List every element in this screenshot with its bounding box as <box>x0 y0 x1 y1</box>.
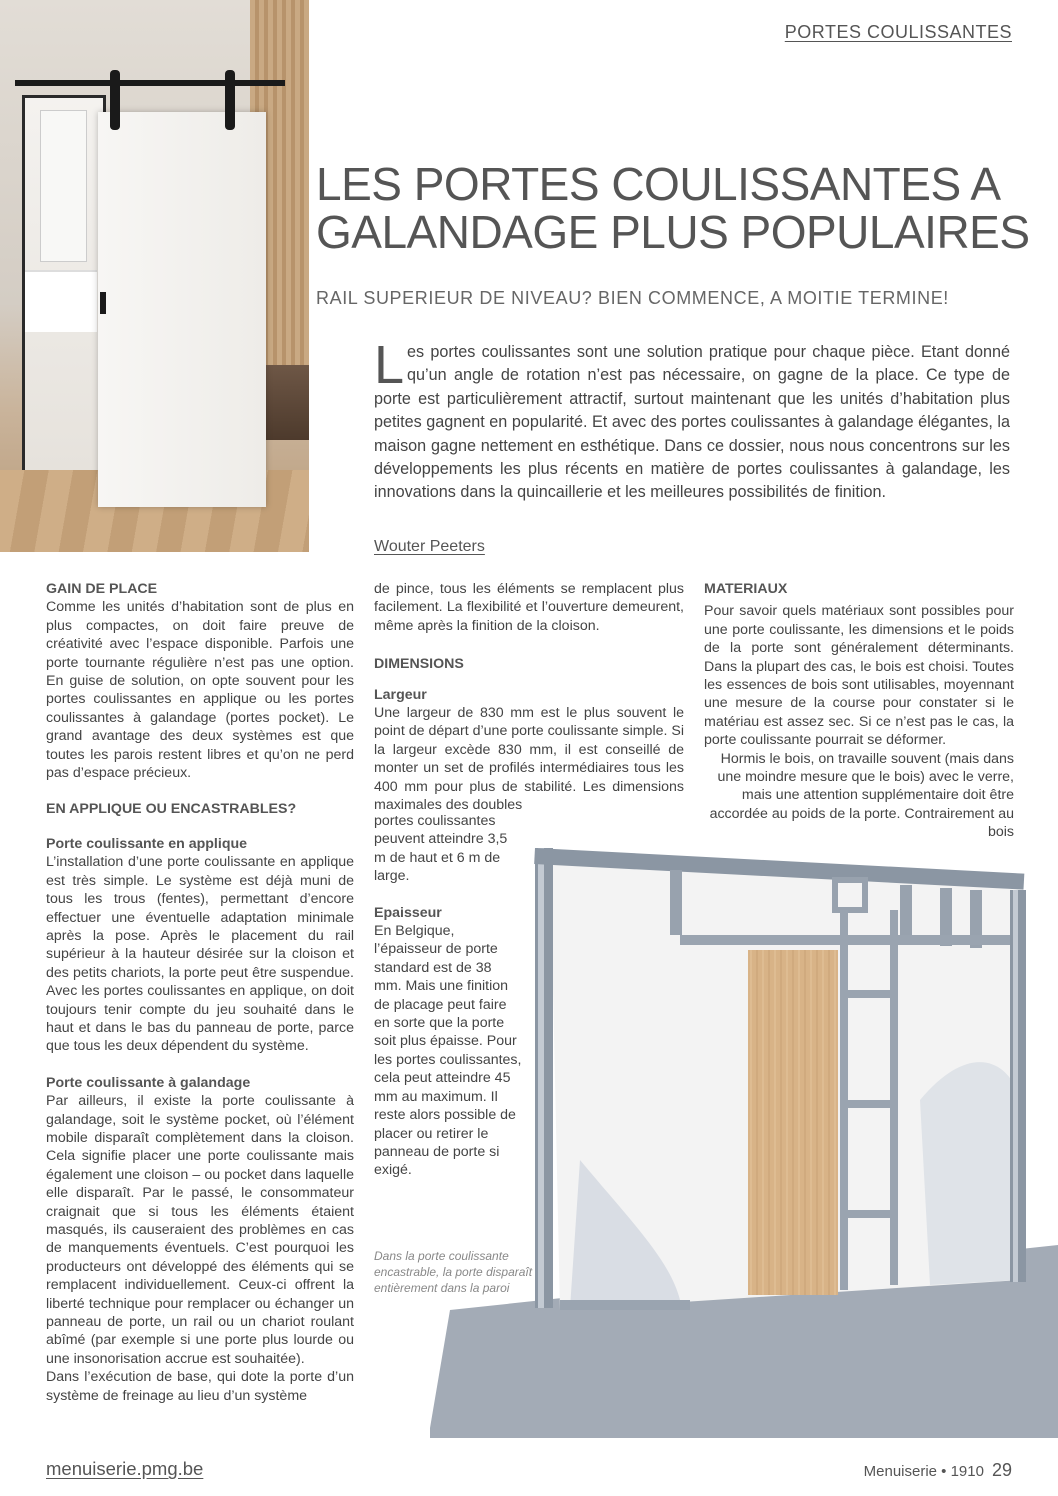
article-title <box>316 160 1046 256</box>
paragraph-epaisseur: En Belgique, l’épaisseur de porte standard est de 38 mm. Mais une finition de placage peut faire en sorte que la porte soit plus épaisse. Pour les portes coulissantes, cela peut atteindre 45 mm au maximum. Il reste alors possible de placer ou retirer le panneau de porte si exigé. <box>374 923 522 1179</box>
section-tag: PORTES COULISSANTES <box>784 22 1012 42</box>
intro-text: es portes coulissantes sont une solution pratique pour chaque pièce. Etant donné qu’un angle de rotation n’est pas nécessaire, on gagne de la place. Ce type de porte est particulièrement attractif, surtout maintenant que les unités d’habitation plus petites gagnent en popularité. Et avec des portes coulissantes à galandage élégantes, la maison gagne nettement en esthétique. Dans ce dossier, nous nous concentrons sur les développements les plus récents en matière de portes coulissantes à galandage, les innovations dans la quincaillerie et les meilleures possibilités de finition. <box>374 343 1010 502</box>
interior-photo <box>0 0 309 552</box>
heading-dimensions: DIMENSIONS <box>374 656 464 673</box>
paragraph-execution: Dans l’exécution de base, qui dote la porte d’un système de freinage au lieu d’un système <box>46 1369 354 1404</box>
article-subtitle: RAIL SUPERIEUR DE NIVEAU? BIEN COMMENCE, A MOITIE TERMINE! <box>316 288 949 308</box>
heading-gain-de-place: GAIN DE PLACE <box>46 581 158 597</box>
paragraph-largeur: Une largeur de 830 mm est le plus souvent le point de départ d’une porte coulissante simple. Si la largeur excède 830 mm, il est conseillé de monter un set de profilés intermédiaires tous les 400 mm pour plus de stabilité. Les dimensions maximales des doubles <box>374 705 684 814</box>
subheading-applique: Porte coulissante en applique <box>46 835 248 852</box>
footer-url-link[interactable]: menuiserie.pmg.be <box>46 1458 204 1479</box>
title-line-2: GALANDAGE PLUS POPULAIRES <box>316 206 1030 258</box>
page-number: 29 <box>991 1460 1012 1480</box>
sliding-door <box>98 112 266 507</box>
intro-paragraph <box>374 335 1010 505</box>
paragraph-materiaux-2: Hormis le bois, on travaille souvent (mais dans une moindre mesure que le bois) avec le verre, mais une attention supplémentaire doit être accordée au poids de la porte. Contrairement au bois <box>709 750 1014 841</box>
subheading-epaisseur: Epaisseur <box>374 904 442 921</box>
door-rail <box>15 80 285 86</box>
heading-materiaux: MATERIAUX <box>704 581 788 597</box>
drop-cap: L <box>374 335 405 395</box>
paragraph-galandage: Par ailleurs, il existe la porte coulissante à galandage, soit le système pocket, où l’élément mobile disparaît complètement dans la cloison. Cela signifie placer une porte coulissante mais également une cloison – ou pocket dans laquelle elle disparaît. Par le passé, le consommateur craignait que si tous les éléments étaient masqués, ils causeraient des problèmes en cas de manquements éventuels. C’est pourquoi les producteurs ont développé des éléments qui se remplacent individuellement. Ceux-ci offrent la liberté technique pour remplacer ou échanger un panneau de porte, un rail ou un chariot roulant abîmé (par exemple si une porte plus lourde ou une insonorisation accrue est souhaitée). <box>46 1093 354 1367</box>
paragraph-materiaux-1: Pour savoir quels matériaux sont possibles pour une porte coulissante, les dimensions et le poids de la porte sont généralement déterminants. Dans la plupart des cas, le bois est choisi. Toutes les essences de bois sont utilisables, moyennant une mesure de la course pour constater si le matériau est assez sec. Si ce n’est pas le cas, la porte coulissante pourrait se déformer. <box>704 603 1014 749</box>
heading-applique-encastrables: EN APPLIQUE OU ENCASTRABLES? <box>46 801 297 818</box>
footer-magazine <box>864 1460 1012 1481</box>
paragraph-gain: Comme les unités d’habitation sont de plus en plus compactes, on doit faire preuve de créativité avec l’espace disponible. Parfois une porte tournante régulière n’est pas une option. En guise de solution, on opte souvent pour les portes coulissantes en applique ou les portes coulissantes à galandage (portes pocket). Le grand avantage des deux systèmes est que toutes les parois restent libres et qu’on ne perd pas d’espace précieux. <box>46 599 354 782</box>
column-2 <box>374 580 684 814</box>
paragraph-applique: L’installation d’une porte coulissante en applique est très simple. Le système est déjà muni de tous les trous (fentes), permettant d’encore effectuer une éventuelle adaptation minimale après la pose. Après le placement du rail supérieur à la hauteur désirée sur la cloison et des petits chariots, la porte peut être suspendue. Avec les portes coulissantes en applique, on doit toujours tenir compte du jeu souhaité dans le haut et dans le bas du panneau de porte, parce que tous les deux dépendent du système. <box>46 854 354 1055</box>
subheading-galandage: Porte coulissante à galandage <box>46 1074 251 1091</box>
author-name: Wouter Peeters <box>374 538 485 555</box>
column-1 <box>46 580 354 1405</box>
subheading-largeur: Largeur <box>374 686 427 703</box>
magazine-issue: Menuiserie • 1910 <box>863 1463 984 1480</box>
paragraph-continued: de pince, tous les éléments se remplacent plus facilement. La flexibilité et l’ouverture demeurent, même après la finition de la cloison. <box>374 581 684 634</box>
title-line-1: LES PORTES COULISSANTES A <box>316 158 1001 210</box>
column-3 <box>704 580 1014 842</box>
figure-caption: Dans la porte coulissante encastrable, la porte disparaît entièrement dans la paroi <box>374 1249 533 1295</box>
pocket-door-illustration <box>430 840 1058 1438</box>
paragraph-largeur-end: portes coulissantes peuvent atteindre 3,5 m de haut et 6 m de large. <box>374 813 508 885</box>
